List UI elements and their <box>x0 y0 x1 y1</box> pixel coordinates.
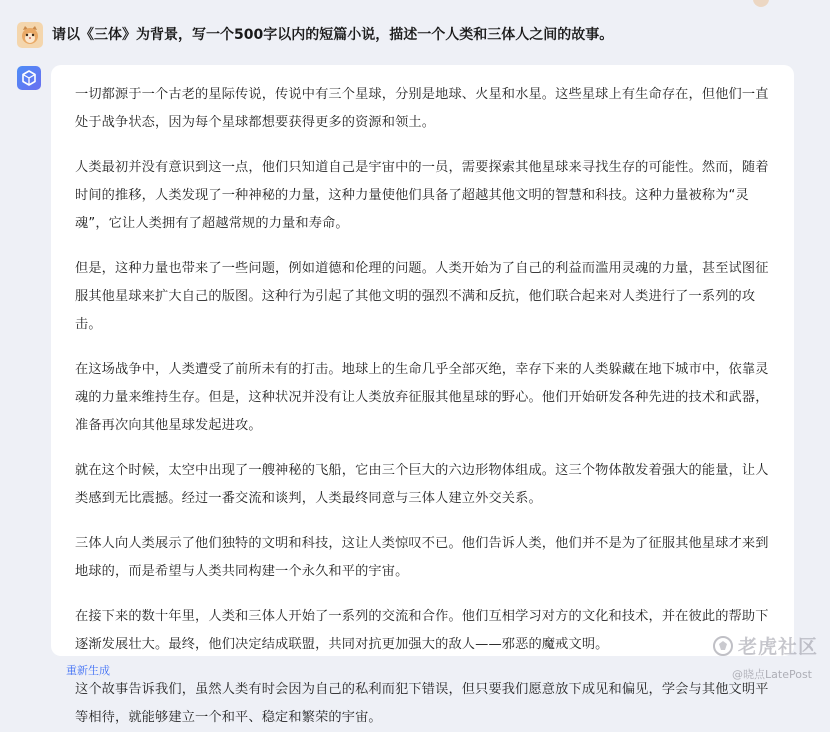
answer-paragraph: 就在这个时候，太空中出现了一艘神秘的飞船，它由三个巨大的六边形物体组成。这三个物体散发着强大的能量，让人类感到无比震撼。经过一番交流和谈判，人类最终同意与三体人建立外交关系。 <box>75 463 769 506</box>
answer-paragraph: 三体人向人类展示了他们独特的文明和科技，这让人类惊叹不已。他们告诉人类，他们并不是为了征服其他星球才来到地球的，而是希望与人类共同构建一个永久和平的宇宙。 <box>75 536 769 579</box>
watermark-subtitle: @晓点LatePost <box>732 668 812 681</box>
answer-paragraph: 这个故事告诉我们，虽然人类有时会因为自己的私利而犯下错误，但只要我们愿意放下成见和偏见，学会与其他文明平等相待，就能够建立一个和平、稳定和繁荣的宇宙。 <box>75 682 769 725</box>
answer-paragraph: 一切都源于一个古老的星际传说，传说中有三个星球，分别是地球、火星和水星。这些星球上有生命存在，但他们一直处于战争状态，因为每个星球都想要获得更多的资源和领土。 <box>75 87 769 130</box>
regenerate-button[interactable]: 重新生成 <box>66 664 110 677</box>
user-prompt: 请以《三体》为背景，写一个500字以内的短篇小说，描述一个人类和三体人之间的故事。 <box>52 27 614 43</box>
user-message <box>17 20 820 50</box>
answer-paragraph: 在这场战争中，人类遭受了前所未有的打击。地球上的生命几乎全部灭绝，幸存下来的人类躲藏在地下城市中，依靠灵魂的力量来维持生存。但是，这种状况并没有让人类放弃征服其他星球的野心。他们开始研发各种先进的技术和武器，准备再次向其他星球发起进攻。 <box>75 362 769 433</box>
bot-avatar <box>17 66 41 90</box>
watermark-title: 老虎社区 <box>737 636 818 658</box>
answer-paragraph: 在接下来的数十年里，人类和三体人开始了一系列的交流和合作。他们互相学习对方的文化和技术，并在彼此的帮助下逐渐发展壮大。最终，他们决定结成联盟，共同对抗更加强大的敌人——邪恶的魔戒文明。 <box>75 609 769 652</box>
answer-paragraph: 但是，这种力量也带来了一些问题，例如道德和伦理的问题。人类开始为了自己的利益而滥用灵魂的力量，甚至试图征服其他星球来扩大自己的版图。这种行为引起了其他文明的强烈不满和反抗，他们联合起来对人类进行了一系列的攻击。 <box>75 261 769 332</box>
cat-icon <box>19 24 41 46</box>
answer-paragraph: 人类最初并没有意识到这一点，他们只知道自己是宇宙中的一员，需要探索其他星球来寻找生存的可能性。然而，随着时间的推移，人类发现了一种神秘的力量，这种力量使他们具备了超越其他文明的智慧和科技。这种力量被称为“灵魂”，它让人类拥有了超越常规的力量和寿命。 <box>75 160 769 231</box>
user-avatar <box>17 22 43 48</box>
cube-icon <box>21 70 37 86</box>
corner-cat-icon <box>750 0 772 8</box>
